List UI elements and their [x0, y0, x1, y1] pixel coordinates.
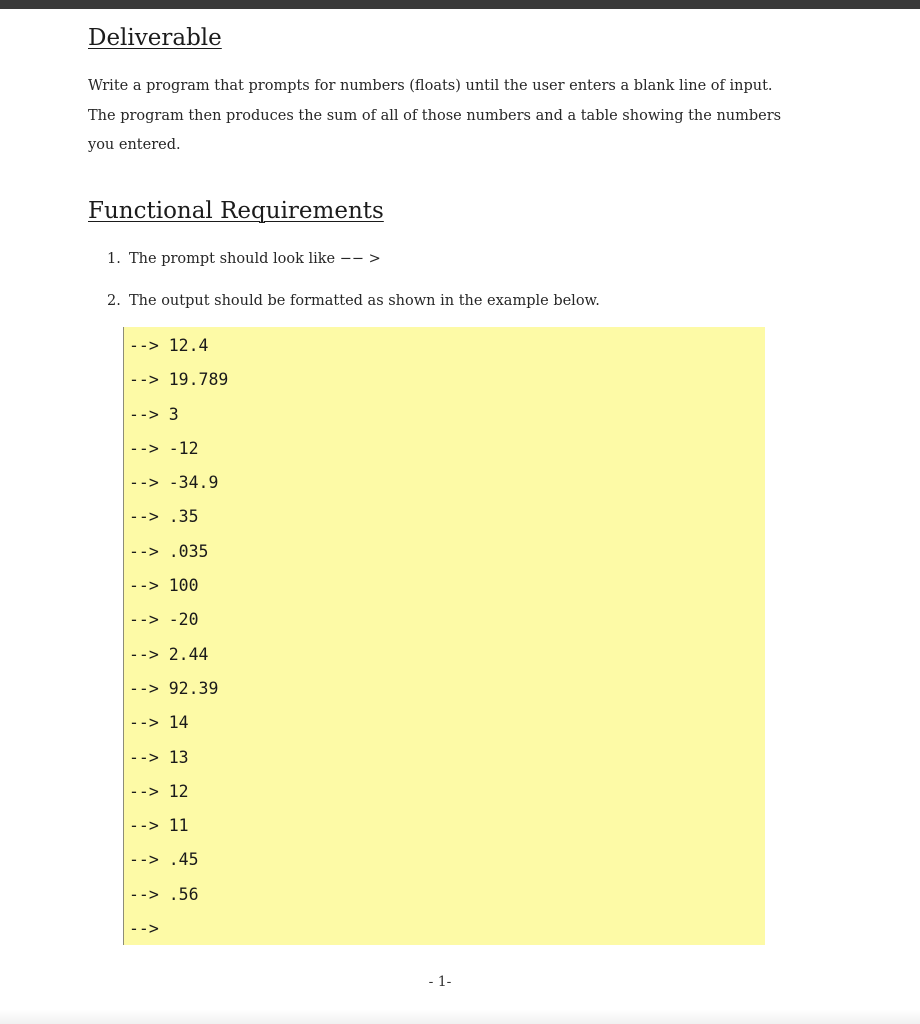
- code-prompt: -->: [129, 507, 159, 527]
- code-value: 13: [158, 747, 189, 767]
- code-line: [129, 471, 765, 505]
- requirement-text: The output should be formatted as shown in the example below.: [129, 293, 600, 309]
- code-line: [129, 814, 765, 848]
- code-prompt: -->: [129, 884, 159, 904]
- deliverable-paragraph: Write a program that prompts for numbers (floats) until the user enters a blank line of input. The program then produces the sum of all of those numbers and a table showing the numbers you entered.: [88, 78, 782, 153]
- code-prompt: -->: [129, 747, 159, 767]
- requirement-number: 1.: [107, 251, 121, 267]
- code-prompt: -->: [129, 473, 159, 493]
- code-prompt: -->: [129, 404, 159, 424]
- code-prompt: -->: [129, 678, 159, 698]
- deliverable-heading: Deliverable: [88, 25, 222, 51]
- code-line: [129, 574, 765, 608]
- code-line: [129, 403, 765, 437]
- code-prompt: -->: [129, 438, 159, 458]
- code-line: [129, 437, 765, 471]
- example-output-code-block: [123, 327, 765, 945]
- code-line: [129, 711, 765, 745]
- window-top-bar: [0, 0, 920, 9]
- code-prompt: -->: [129, 850, 159, 870]
- code-prompt: -->: [129, 713, 159, 733]
- code-prompt: -->: [129, 781, 159, 801]
- code-line: [129, 780, 765, 814]
- requirement-item-2: [107, 290, 600, 312]
- code-prompt: -->: [129, 610, 159, 630]
- code-value: 92.39: [158, 678, 219, 698]
- code-line: [129, 848, 765, 882]
- code-line: [129, 917, 765, 951]
- code-line: [129, 540, 765, 574]
- code-value: .56: [158, 884, 199, 904]
- page-number: - 1-: [428, 974, 452, 990]
- code-line: [129, 608, 765, 642]
- code-line: [129, 746, 765, 780]
- code-prompt: -->: [129, 644, 159, 664]
- requirement-text: The prompt should look like −− >: [129, 251, 381, 267]
- requirements-list: [107, 248, 600, 312]
- code-line: [129, 334, 765, 368]
- functional-requirements-heading: Functional Requirements: [88, 198, 384, 224]
- code-line: [129, 883, 765, 917]
- code-value: 100: [158, 576, 199, 596]
- code-value: .35: [158, 507, 199, 527]
- code-prompt: -->: [129, 816, 159, 836]
- code-prompt: -->: [129, 541, 159, 561]
- code-value: 14: [158, 713, 189, 733]
- bottom-edge: [0, 1010, 920, 1024]
- requirement-number: 2.: [107, 293, 121, 309]
- code-line: [129, 505, 765, 539]
- code-value: 12.4: [158, 336, 209, 355]
- code-value: 3: [158, 404, 179, 424]
- requirement-item-1: [107, 248, 600, 270]
- code-value: -12: [158, 438, 199, 458]
- code-prompt: -->: [129, 370, 159, 390]
- code-line: [129, 677, 765, 711]
- code-value: .45: [158, 850, 199, 870]
- code-prompt: -->: [129, 336, 159, 355]
- code-value: -20: [158, 610, 199, 630]
- code-prompt: -->: [129, 576, 159, 596]
- code-prompt: -->: [129, 919, 159, 939]
- code-value: 11: [158, 816, 189, 836]
- code-value: 19.789: [158, 370, 229, 390]
- code-value: .035: [158, 541, 209, 561]
- code-line: [129, 368, 765, 402]
- code-value: -34.9: [158, 473, 219, 493]
- code-value: 12: [158, 781, 189, 801]
- code-value: 2.44: [158, 644, 209, 664]
- code-line: [129, 643, 765, 677]
